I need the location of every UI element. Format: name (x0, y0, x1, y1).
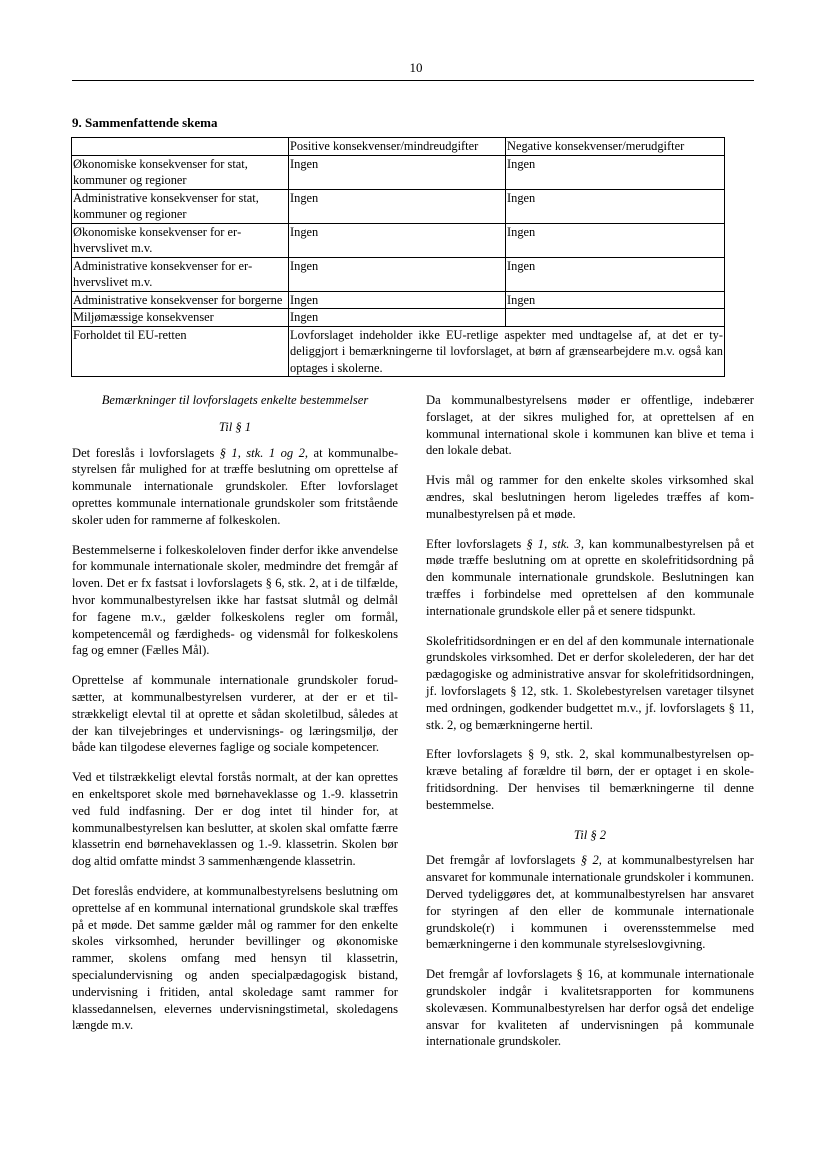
summary-table (71, 137, 725, 377)
table-row (72, 309, 725, 327)
table-cell: Ingen (289, 155, 506, 189)
paragraph: Oprettelse af kommunale internationale grundskoler forudsætter, at kommunalbestyrelsen vurderer, at der er et tilstrækkeligt elevtal til at oprette et sådan skoletilbud, således at der kan tilvejebringes et undervisnings- og læringsmiljø, der både kan tilgodese elevernes faglige og sociale kompetencer. (72, 673, 398, 755)
table-cell (506, 309, 725, 327)
table-row-label: Administrative konsekvenser for borgerne (72, 291, 289, 309)
table-row-label: Miljømæssige konsekvenser (72, 309, 289, 327)
text-run: Efter lovforslagets (426, 536, 527, 551)
table-cell: Ingen (506, 155, 725, 189)
table-row-label: Administrative konsekvenser for erhvervslivet m.v. (72, 257, 289, 291)
paragraph: Efter lovforslagets § 9, stk. 2, skal kommunalbestyrelsen opkræve betaling af forældre til børn, der er optaget i en skolefritidsordning. Der henvises til bemærkningerne til denne bestemmelse. (426, 747, 754, 812)
right-column (426, 392, 754, 1063)
table-row (72, 155, 725, 189)
table-header-cell: Negative konsekvenser/merudgifter (506, 138, 725, 156)
table-row-label: Forholdet til EU-retten (72, 326, 289, 377)
remarks-title: Bemærkninger til lovforslagets enkelte bestemmelser (101, 393, 369, 407)
table-row-label: Administrative konsekvenser for stat, kommuner og regioner (72, 189, 289, 223)
section-2-heading: Til § 2 (573, 827, 607, 842)
table-cell: Ingen (289, 223, 506, 257)
eu-law-cell: Lovforslaget indeholder ikke EU-retlige aspekter med undtagelse af, at det er tydeliggjort i bemærkningerne til lovforslaget, at børn af grænsearbejdere m.v. også kan optages i skolerne. (290, 327, 723, 375)
table-row-label: Økonomiske konsekvenser for erhvervslivet m.v. (72, 223, 289, 257)
table-cell: Ingen (506, 291, 725, 309)
text-run: Det fremgår af lovforslagets (426, 853, 581, 868)
paragraph (426, 852, 754, 953)
paragraph (426, 536, 754, 620)
page-number: 10 (409, 60, 423, 75)
section-reference: § 1, stk. 3, (526, 536, 584, 551)
section-1-heading: Til § 1 (218, 419, 252, 434)
table-cell: Ingen (506, 189, 725, 223)
paragraph: Da kommunalbestyrelsens møder er offentlige, indebærer forslaget, at der sikres mulighed for, at oprettelsen af en kommunal international skole i kommunen kan blive et tema i den lokale debat. (426, 393, 754, 458)
paragraph: Skolefritidsordningen er en del af den kommunale internationale grundskoles virksomhed. Det er derfor skolelederen, der har det pædagogiske og administrative ansvar for skolefritidsordningen, jf. lovforslagets § 12, stk. 1. Skolebestyrelsen varetager tilsynet med ordningen, godkender budgettet m.v., jf. lovforslagets § 11, stk. 2, og bemærkningerne hertil. (426, 633, 754, 732)
section-heading: 9. Sammenfattende skema (72, 115, 218, 130)
table-cell: Ingen (506, 223, 725, 257)
table-cell: Ingen (289, 257, 506, 291)
table-row-eu (72, 326, 725, 377)
paragraph: Bestemmelserne i folkeskoleloven finder derfor ikke anvendelse for kommunale internationale skoler, medmindre det fremgår af loven. Det er fx fastsat i lovforslagets § 6, stk. 2, at i de tilfælde, hvor kommunalbestyrelsen ikke har fastsat slutmål og delmål for fagene m.v., gælder folkeskolens regler om formål, kompetencemål og færdigheds- og vidensmål for folkeskolens fag og emner (Fælles Mål). (72, 542, 398, 658)
text-run: kan kommunalbestyrelsen på et møde træffe beslutning om at oprette en skolefritidsordning på den kommunale internationale grundskole. Beslutningen kan træffes i forbindelse med oprettelsen af den kommunale internationale grundskole eller på et senere tidspunkt. (426, 536, 754, 618)
table-row-label: Økonomiske konsekvenser for stat, kommuner og regioner (72, 155, 289, 189)
left-column (72, 392, 398, 1047)
table-row (72, 189, 725, 223)
table-cell: Ingen (289, 189, 506, 223)
table-cell: Ingen (506, 257, 725, 291)
paragraph (72, 445, 398, 529)
table-row (72, 257, 725, 291)
table-row (72, 291, 725, 309)
paragraph: Ved et tilstrækkeligt elevtal forstås normalt, at der kan oprettes en enkeltsporet skole med børnehaveklasse og 1.-9. klassetrin ved fuld indfasning. Der er dog intet til hinder for, at kommunalbestyrelsen kan beslutter, at skolen skal omfatte færre klassetrin end børnehaveklassen og 1.-9. klassetrin. Skolen bør dog altid omfatte mindst 3 sammenhængende klassetrin. (72, 770, 398, 869)
section-reference: § 2, (580, 853, 602, 868)
text-run: at kommunalbestyrelsen har ansvaret for kommunale internationale grundskoler i kommunen. Derved tydeliggøres det, at kommunalbestyrelsen har ansvaret for styringen af den eller de kommunale internationale grundskole(r) i kommunen i overensstemmelse med bemærkningerne i den kommunale styrelseslovgivning. (426, 853, 754, 952)
table-header-row (72, 138, 725, 156)
paragraph: Hvis mål og rammer for den enkelte skoles virksomhed skal ændres, skal beslutningen herom ligeledes træffes af kommunalbestyrelsen på et møde. (426, 473, 754, 521)
header-rule (72, 80, 754, 81)
table-row (72, 223, 725, 257)
table-header-cell (72, 138, 289, 156)
text-run: at kommunalbestyrelsen får mulighed for at træffe beslutning om oprettelse af kommunale internationale grundskoler. Efter lovforslaget oprettes kommunale internationale grundskoler som fritstående skoler uden for rammerne af folkeskolen. (72, 445, 399, 527)
text-run: Det foreslås i lovforslagets (72, 445, 220, 460)
paragraph: Det foreslås endvidere, at kommunalbestyrelsens beslutning om oprettelse af en kommunal international grundskole skal træffes på et møde. Det samme gælder mål og rammer for den enkelte skoles virksomhed, herunder bevillinger og økonomiske rammer, skolens omfang med hensyn til klassetrin, specialundervisning og anden specialpædagogisk bistand, undervisning i fritiden, antal skoledage samt rammer for klassedannelsen, elevernes undervisningstimetal, skoledagens længde m.v. (72, 883, 398, 1033)
section-reference: § 1, stk. 1 og 2, (219, 445, 309, 460)
table-cell: Ingen (289, 291, 506, 309)
table-cell: Ingen (289, 309, 506, 327)
table-header-cell: Positive konsekvenser/mindreudgifter (289, 138, 506, 156)
paragraph: Det fremgår af lovforslagets § 16, at kommunale internationale grundskoler indgår i kvalitetsrapporten for kommunens skolevæsen. Kommunalbestyrelsen har derfor også det endelige ansvar for kvaliteten af undervisningen på kommunale internationale grundskoler. (426, 967, 754, 1049)
